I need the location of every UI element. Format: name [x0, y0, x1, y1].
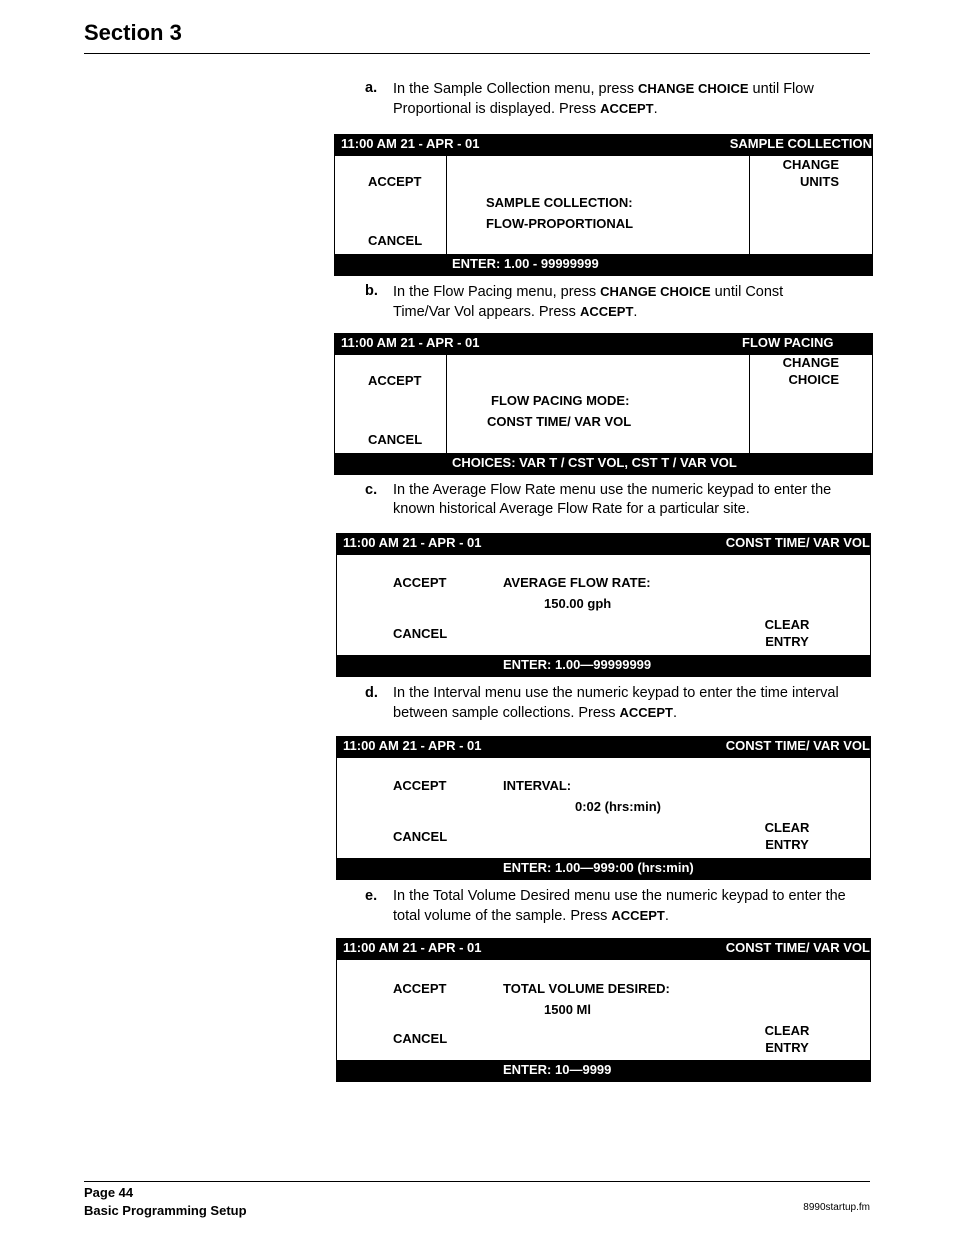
page-number: Page 44	[84, 1185, 134, 1200]
softkey-change-choice[interactable]: CHANGE CHOICE	[782, 355, 839, 387]
softkey-accept[interactable]: ACCEPT	[393, 575, 447, 590]
keyword-change-choice: CHANGE CHOICE	[638, 81, 749, 96]
screen-entry-range: ENTER: 10—9999	[503, 1062, 612, 1077]
step-letter: b.	[365, 283, 378, 299]
screen-field-label: TOTAL VOLUME DESIRED:	[503, 981, 670, 996]
screen-menu-title: CONST TIME/ VAR VOL	[725, 535, 870, 550]
softkey-accept[interactable]: ACCEPT	[368, 174, 422, 189]
screen-header	[335, 135, 872, 156]
screen-menu-title: SAMPLE COLLECTION	[729, 136, 872, 151]
display-screen-flow-pacing	[334, 333, 873, 475]
display-screen-total-volume	[336, 938, 871, 1082]
screen-divider-left	[446, 355, 447, 453]
screen-header	[337, 939, 870, 960]
header-rule	[84, 53, 870, 54]
softkey-cancel[interactable]: CANCEL	[393, 829, 448, 844]
step-text: In the Interval menu use the numeric keypad to enter the time interval between sample collections. Press ACCEPT.	[393, 685, 839, 721]
softkey-cancel[interactable]: CANCEL	[393, 626, 448, 641]
step-text: In the Total Volume Desired menu use the numeric keypad to enter the total volume of the sample. Press ACCEPT.	[393, 888, 846, 924]
screen-footer	[335, 453, 872, 474]
screen-field-value: FLOW-PROPORTIONAL	[486, 216, 634, 231]
screen-header	[335, 334, 872, 355]
screen-field-value: 150.00 gph	[544, 596, 612, 611]
softkey-cancel[interactable]: CANCEL	[368, 233, 423, 248]
screen-datetime: 11:00 AM 21 - APR - 01	[343, 738, 482, 753]
screen-field-label: SAMPLE COLLECTION:	[486, 195, 633, 210]
softkey-accept[interactable]: ACCEPT	[393, 778, 447, 793]
screen-datetime: 11:00 AM 21 - APR - 01	[343, 535, 482, 550]
screen-menu-title: CONST TIME/ VAR VOL	[725, 738, 870, 753]
screen-footer	[337, 1060, 870, 1081]
step-letter: e.	[365, 888, 378, 904]
section-title: Section 3	[84, 20, 182, 45]
screen-entry-range: ENTER: 1.00 - 99999999	[452, 256, 599, 271]
source-filename: 8990startup.fm	[803, 1202, 870, 1213]
chapter-title: Basic Programming Setup	[84, 1203, 247, 1218]
step-letter: a.	[365, 80, 378, 96]
screen-datetime: 11:00 AM 21 - APR - 01	[343, 940, 482, 955]
step-letter: c.	[365, 482, 378, 498]
screen-field-value: 1500 Ml	[544, 1002, 591, 1017]
step-letter: d.	[365, 685, 378, 701]
softkey-clear-entry[interactable]: CLEAR ENTRY	[764, 1023, 810, 1055]
screen-menu-title: CONST TIME/ VAR VOL	[725, 940, 870, 955]
screen-field-value: CONST TIME/ VAR VOL	[487, 414, 632, 429]
screen-footer	[337, 858, 870, 879]
screen-entry-range: ENTER: 1.00—99999999	[503, 657, 652, 672]
softkey-cancel[interactable]: CANCEL	[368, 432, 423, 447]
screen-choices: CHOICES: VAR T / CST VOL, CST T / VAR VOL	[452, 455, 737, 470]
keyword-accept: ACCEPT	[600, 101, 654, 116]
keyword-accept: ACCEPT	[619, 705, 673, 720]
screen-datetime: 11:00 AM 21 - APR - 01	[341, 136, 480, 151]
screen-datetime: 11:00 AM 21 - APR - 01	[341, 335, 480, 350]
screen-divider-right	[749, 156, 750, 254]
softkey-cancel[interactable]: CANCEL	[393, 1031, 448, 1046]
screen-entry-range: ENTER: 1.00—999:00 (hrs:min)	[503, 860, 694, 875]
keyword-change-choice: CHANGE CHOICE	[600, 284, 711, 299]
screen-header	[337, 534, 870, 555]
screen-divider-right	[749, 355, 750, 453]
step-text: In the Flow Pacing menu, press CHANGE CHOICE until Const Time/Var Vol appears. Press ACCEPT.	[393, 284, 784, 320]
softkey-accept[interactable]: ACCEPT	[393, 981, 447, 996]
softkey-clear-entry[interactable]: CLEAR ENTRY	[764, 617, 810, 649]
screen-header	[337, 737, 870, 758]
softkey-change-units[interactable]: CHANGE UNITS	[782, 157, 839, 189]
step-text: In the Sample Collection menu, press CHANGE CHOICE until Flow Proportional is displayed. Press ACCEPT.	[393, 81, 814, 117]
screen-footer	[337, 655, 870, 676]
screen-field-label: FLOW PACING MODE:	[491, 393, 630, 408]
screen-field-label: INTERVAL:	[503, 778, 572, 793]
display-screen-average-flow-rate	[336, 533, 871, 677]
softkey-accept[interactable]: ACCEPT	[368, 373, 422, 388]
softkey-clear-entry[interactable]: CLEAR ENTRY	[764, 820, 810, 852]
screen-footer	[335, 254, 872, 275]
display-screen-interval	[336, 736, 871, 880]
screen-divider-left	[446, 156, 447, 254]
display-screen-sample-collection	[334, 134, 873, 276]
screen-field-label: AVERAGE FLOW RATE:	[503, 575, 651, 590]
keyword-accept: ACCEPT	[611, 908, 665, 923]
footer-rule	[84, 1181, 870, 1182]
step-text: In the Average Flow Rate menu use the numeric keypad to enter the known historical Average Flow Rate for a particular site.	[393, 482, 832, 517]
screen-menu-title: FLOW PACING	[742, 335, 834, 350]
keyword-accept: ACCEPT	[579, 304, 634, 319]
screen-field-value: 0:02 (hrs:min)	[575, 799, 661, 814]
footer-page-info	[84, 1184, 247, 1220]
